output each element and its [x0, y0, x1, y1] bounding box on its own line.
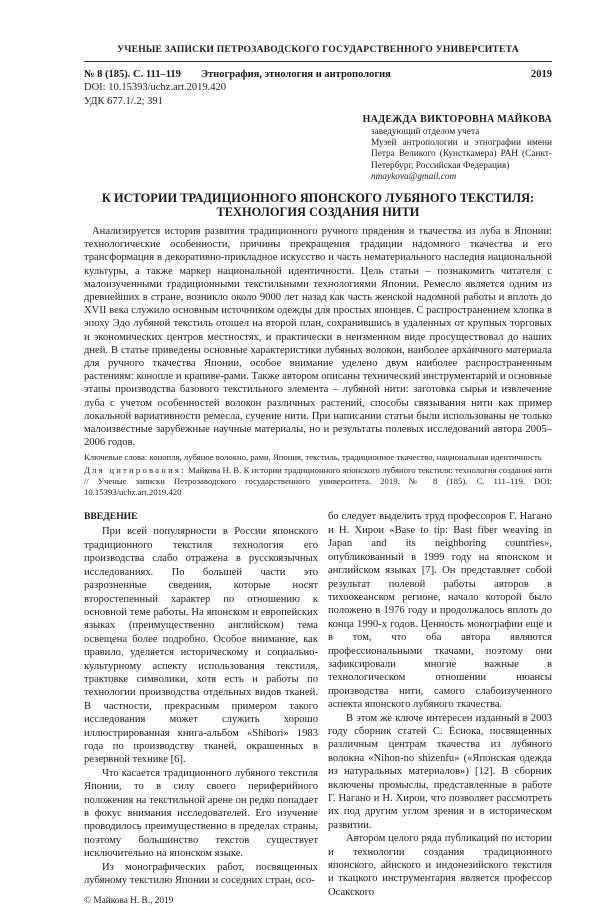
- author-position: заведующий отделом учета: [371, 127, 480, 137]
- body-paragraph: Что касается традиционного лубяного текстиля Японии, то в силу своего периферийного положения на текстильной арене он редко попадает в фокус внимания исследователей. Его изучение проводилось преимущественно в пределах страны, поэтому большинство текстов существует исключительно на японском языке.: [84, 767, 318, 860]
- body-columns: [84, 510, 552, 907]
- body-paragraph: бо следует выделить труд профессоров Г. Нагано и Н. Хирои «Base to tip: Bast fiber weaving in Japan and its neighboring countries», опубликованный в 1999 году на японском и английском языках [7]. Он представляет собой результат полевой работы авторов в тихоокеанском регионе, начало которой было положено в 1976 году и продолжалось вплоть до конца 1990-х годов. Ценность монографии еще и в том, что оба автора являются профессиональными ткачами, поэтому они зафиксировали многие важные в технологическом отношении нюансы производства нити, самого слабоизученного аспекта японского лубяного ткачества.: [328, 511, 552, 711]
- author-block: [84, 114, 552, 183]
- keywords: Ключевые слова: конопля, лубяное волокно, рами, Япония, текстиль, традиционное ткачество, национальная идентичность: [84, 452, 542, 463]
- header-divider: [84, 61, 552, 62]
- article-title: [84, 191, 552, 219]
- citation-text: Майкова Н. В. К истории традиционного японского лубяного текстиля: технология создания нити // Ученые записки Петрозаводского государственного университета. 2019. № 8 (185). С. 111–119. DOI: 10.15393/uchz.art.2019.420: [84, 465, 552, 498]
- article-title-line1: К ИСТОРИИ ТРАДИЦИОННОГО ЯПОНСКОГО ЛУБЯНОГО ТЕКСТИЛЯ:: [101, 191, 535, 206]
- author-email[interactable]: nmaykova@gmail.com: [371, 171, 457, 182]
- section-heading: ВВЕДЕНИЕ: [84, 511, 138, 523]
- author-affiliation-block: [371, 127, 552, 183]
- body-paragraph: Автором целого ряда публикаций по истории и технологии создания традиционного японского, айнского и индонезийского текстиля и ткацкого инструментария является профессор Осакского: [328, 833, 552, 898]
- body-paragraph: В этом же ключе интересен изданный в 2003 году сборник статей С. Ёсиока, посвященных различным центрам ткачества из лубяного волокна «Nihon-no shizenfu» («Японская одежда из натуральных материалов») [12]. В сборник включены промыслы, представленные в работе Г. Нагано и Н. Хирои, что позволяет рассмотреть их под другим углом зрения и в историческом развитии.: [328, 712, 552, 831]
- journal-section: Этнография, этнология и антропология: [200, 69, 391, 80]
- body-left-column: [84, 510, 318, 907]
- citation: [84, 465, 552, 498]
- author-affiliation: Музей антропологии и этнографии имени Петра Великого (Кунсткамера) РАН (Санкт-Петербург, Российская Федерация): [371, 138, 552, 171]
- body-paragraph: При всей популярности в России японского традиционного текстиля технология его производства слабо отражена в русскоязычных исследованиях. По большей части это разрозненные сведения, которые носят второстепенный характер по отношению к основной теме работы. На японском и европейских языках (преимущественно английском) тема освещена более подробно. Особое внимание, как правило, уделяется историческому и социально-культурному аспекту использования текстиля, трактовке символики, хотя есть и работы по технологии производства отдельных видов тканей. В частности, прекрасным примером такого исследования может служить хорошо иллюстрированная книга-альбом «Shibori» 1983 года по производству тканей, окрашенных в резервной технике [6].: [84, 526, 318, 766]
- article-page: [84, 0, 552, 917]
- article-title-line2: ТЕХНОЛОГИЯ СОЗДАНИЯ НИТИ: [216, 205, 420, 220]
- copyright: © Майкова Н. В., 2019: [84, 896, 174, 907]
- udk-code: УДК 677.1/.2; 391: [84, 95, 163, 107]
- body-right-column: [328, 510, 552, 907]
- issue-year: 2019: [531, 69, 552, 80]
- journal-title: УЧЕНЫЕ ЗАПИСКИ ПЕТРОЗАВОДСКОГО ГОСУДАРСТВЕННОГО УНИВЕРСИТЕТА: [117, 44, 519, 55]
- citation-label: Для цитирования:: [84, 465, 186, 476]
- body-paragraph: Из монографических работ, посвященных лубяному текстилю Японии и соседних стран, осо-: [84, 861, 318, 887]
- issue-row: [84, 68, 552, 81]
- issue-pages: № 8 (185). С. 111–119: [84, 69, 181, 80]
- doi[interactable]: DOI: 10.15393/uchz.art.2019.420: [84, 82, 227, 93]
- abstract: Анализируется история развития традиционного ручного прядения и ткачества из луба в Японии: технологические особенности, причины прекращения традиции надомного ткачества и его трансформация в декоративно-прикладное искусство и часть нематериального наследия национальной культуры, а также маркер национальной идентичности. Цель статьи – познакомить читателя с малоизученными традиционными текстильными технологиями Японии. Ремесло является одним из древнейших в стране, возникло около 9000 лет назад как часть женской надомной работы и вплоть до XVII века служило основным источником одежды для простых японцев. С распространением хлопка в эпоху Эдо лубяной текстиль отошел на второй план, сохранившись в удаленных от крупных торговых и экономических центров местностях, и практически в неизменном виде просуществовал до наших дней. В статье приведены основные характеристики лубяных волокон, наиболее архаичного материала для ручного ткачества Японии, особое внимание уделено двум наиболее распространенным растениям: конопле и крапиве-рами. Также автором описаны технический инструментарий и основные этапы производства базового текстильного элемента – лубяной нити: заготовка сырья и извлечение луба с учетом особенностей волокон различных растений, способы связывания нити как пример локальной вариативности ремесла, сучение нити. При написании статьи были использованы не только малоизвестные зарубежные научные материалы, но и результаты полевых исследований автора 2005–2006 годов.: [84, 226, 552, 449]
- author-name: НАДЕЖДА ВИКТОРОВНА МАЙКОВА: [362, 114, 552, 125]
